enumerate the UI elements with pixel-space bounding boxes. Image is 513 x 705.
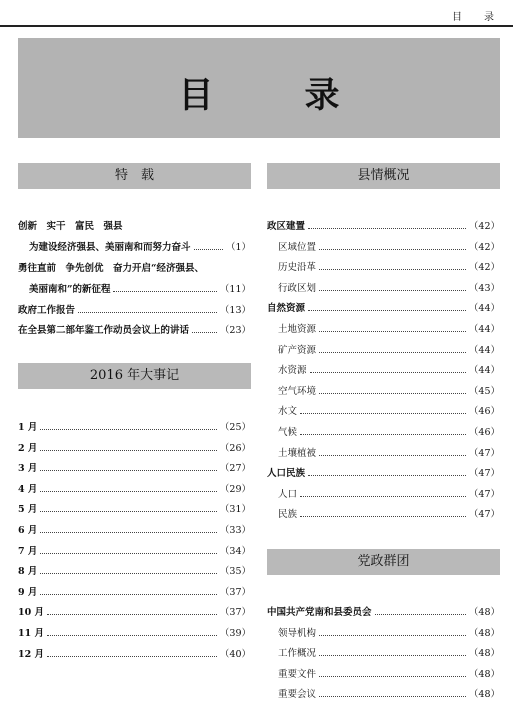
toc-entry-page: （23） [219, 325, 251, 336]
dot-leader [308, 227, 466, 229]
toc-entry[interactable] [278, 443, 500, 459]
toc-entry-page: （42） [468, 221, 500, 232]
toc-entry[interactable] [278, 319, 500, 335]
toc-entry-label: 人口 [278, 488, 298, 500]
toc-entry-page: （29） [219, 483, 251, 495]
toc-entry-page: （37） [219, 586, 251, 598]
toc-entry[interactable] [18, 561, 251, 577]
toc-entry-label: 3 月 [18, 463, 38, 475]
title-banner [18, 38, 500, 138]
toc-entry-page: （44） [468, 324, 500, 335]
toc-entry[interactable] [29, 279, 251, 295]
toc-entry-page: （47） [468, 488, 500, 500]
running-header: 目 录 [452, 12, 500, 23]
toc-entry-page: （48） [468, 627, 500, 639]
toc-entry-page: （33） [219, 525, 251, 536]
dot-leader [300, 433, 466, 435]
toc-entry-label: 工作概况 [278, 648, 317, 660]
toc-entry[interactable] [278, 422, 500, 438]
toc-entry-label: 12 月 [18, 648, 45, 660]
toc-entry-label: 政区建置 [267, 221, 306, 232]
toc-entry-label: 自然资源 [267, 303, 306, 315]
dot-leader [308, 474, 466, 476]
toc-entry[interactable] [278, 360, 500, 376]
toc-entry-label: 2 月 [18, 442, 38, 454]
dot-leader [319, 330, 466, 332]
toc-entry-label: 历史沿革 [278, 262, 317, 274]
toc-entry-page: （46） [468, 406, 500, 418]
dot-leader [319, 289, 466, 291]
toc-entry-label: 气候 [278, 427, 298, 438]
toc-entry[interactable] [18, 216, 251, 232]
toc-entry-label: 1 月 [18, 422, 38, 433]
toc-entry-page: （35） [219, 566, 251, 578]
dot-leader [40, 572, 216, 574]
dot-leader [375, 613, 466, 615]
toc-entry-label: 行政区划 [278, 282, 317, 294]
toc-entry-page: （44） [468, 303, 500, 315]
toc-entry[interactable] [18, 320, 251, 336]
dot-leader [308, 309, 466, 311]
dot-leader [300, 515, 466, 517]
toc-entry-label: 民族 [278, 509, 298, 521]
toc-entry-page: （37） [219, 607, 251, 619]
toc-entry-page: （11） [219, 284, 251, 295]
toc-entry-page: （40） [219, 648, 251, 660]
toc-entry[interactable] [278, 340, 500, 356]
dot-leader [319, 268, 466, 270]
toc-entry[interactable] [18, 541, 251, 557]
toc-entry[interactable] [278, 504, 500, 520]
toc-entry-page: （45） [468, 385, 500, 397]
toc-entry[interactable] [278, 484, 500, 500]
toc-entry-page: （26） [219, 442, 251, 454]
toc-entry[interactable] [18, 582, 251, 598]
toc-entry[interactable] [278, 643, 500, 659]
toc-entry[interactable] [278, 237, 500, 253]
dot-leader [40, 469, 216, 471]
toc-entry[interactable] [18, 417, 251, 433]
toc-entry-label: 6 月 [18, 525, 38, 536]
dot-leader [40, 449, 216, 451]
toc-entry-label: 政府工作报告 [18, 305, 76, 316]
toc-entry[interactable] [18, 438, 251, 454]
toc-entry-page: （47） [468, 468, 500, 480]
header-rule [0, 25, 513, 27]
toc-entry[interactable] [18, 602, 251, 618]
dot-leader [319, 675, 466, 677]
toc-entry[interactable] [278, 664, 500, 680]
toc-entry-label: 4 月 [18, 483, 38, 495]
dot-leader [40, 531, 216, 533]
toc-entry-page: （46） [468, 427, 500, 438]
toc-entry-page: （25） [219, 422, 251, 433]
toc-entry-label: 8 月 [18, 566, 38, 578]
toc-entry-label: 领导机构 [278, 627, 317, 639]
toc-entry-page: （48） [468, 668, 500, 680]
toc-entry[interactable] [29, 237, 251, 253]
dot-leader [40, 490, 216, 492]
dot-leader [319, 634, 466, 636]
toc-entry-page: （1） [225, 242, 251, 253]
toc-entry-page: （44） [468, 344, 500, 356]
toc-entry[interactable] [267, 602, 500, 618]
toc-entry-page: （47） [468, 447, 500, 459]
toc-entry-page: （42） [468, 241, 500, 253]
toc-entry-label: 土地资源 [278, 324, 317, 335]
section-header-special: 特 载 [18, 163, 251, 189]
toc-entry-page: （27） [219, 463, 251, 475]
toc-entry-page: （48） [468, 607, 500, 618]
toc-entry-page: （43） [468, 282, 500, 294]
toc-entry[interactable] [18, 623, 251, 639]
section-header-party: 党政群团 [267, 549, 500, 575]
toc-entry-label: 11 月 [18, 628, 45, 639]
toc-entry[interactable] [278, 401, 500, 417]
toc-entry-label: 9 月 [18, 586, 38, 598]
toc-entry-label: 创新 实干 富民 强县 [18, 221, 123, 232]
section-header-events: 2016 年大事记 [18, 363, 251, 389]
toc-entry-label: 10 月 [18, 607, 45, 619]
toc-entry-label: 为建设经济强县、美丽南和而努力奋斗 [29, 242, 191, 253]
toc-entry-label: 空气环境 [278, 385, 317, 397]
toc-entry[interactable] [278, 257, 500, 273]
toc-entry-page: （31） [219, 504, 251, 516]
toc-entry-page: （34） [219, 545, 251, 557]
dot-leader [319, 248, 466, 250]
toc-entry[interactable] [18, 300, 251, 316]
dot-leader [194, 248, 223, 250]
toc-entry-label: 中国共产党南和县委员会 [267, 607, 372, 618]
toc-entry-label: 矿产资源 [278, 344, 317, 356]
toc-entry[interactable] [278, 381, 500, 397]
toc-entry[interactable] [278, 278, 500, 294]
dot-leader [319, 654, 466, 656]
toc-entry-page: （48） [468, 648, 500, 660]
toc-entry-label: 区域位置 [278, 241, 317, 253]
toc-entry-label: 水资源 [278, 365, 307, 377]
dot-leader [300, 412, 466, 414]
toc-entry[interactable] [267, 216, 500, 232]
dot-leader [40, 593, 216, 595]
page-title: 目 录 [178, 75, 368, 116]
dot-leader [192, 331, 217, 333]
toc-entry-page: （44） [468, 365, 500, 377]
toc-entry-label: 在全县第二部年鉴工作动员会议上的讲话 [18, 325, 190, 336]
section-header-county: 县情概况 [267, 163, 500, 189]
dot-leader [113, 290, 216, 292]
toc-entry-label: 重要文件 [278, 668, 317, 680]
toc-entry[interactable] [267, 298, 500, 314]
toc-entry-label: 5 月 [18, 504, 38, 516]
toc-entry[interactable] [18, 499, 251, 515]
toc-entry-label: 7 月 [18, 545, 38, 557]
dot-leader [78, 311, 217, 313]
dot-leader [319, 695, 466, 697]
dot-leader [40, 510, 216, 512]
toc-entry-label: 重要会议 [278, 689, 317, 701]
toc-entry-label: 人口民族 [267, 468, 306, 480]
dot-leader [319, 351, 466, 353]
dot-leader [319, 454, 466, 456]
toc-entry-page: （48） [468, 689, 500, 701]
dot-leader [47, 613, 217, 615]
toc-entry-page: （47） [468, 509, 500, 521]
toc-entry-page: （42） [468, 262, 500, 274]
dot-leader [310, 371, 466, 373]
toc-entry-label: 勇往直前 争先创优 奋力开启“经济强县、 [18, 263, 204, 274]
dot-leader [319, 392, 466, 394]
toc-entry[interactable] [18, 258, 251, 274]
toc-entry[interactable] [18, 644, 251, 660]
toc-entry[interactable] [18, 458, 251, 474]
dot-leader [40, 428, 216, 430]
toc-entry[interactable] [18, 479, 251, 495]
toc-entry-page: （39） [219, 628, 251, 639]
toc-entry-label: 水文 [278, 406, 298, 418]
dot-leader [40, 552, 216, 554]
dot-leader [47, 634, 217, 636]
toc-entry-label: 土壤植被 [278, 447, 317, 459]
toc-entry[interactable] [278, 623, 500, 639]
toc-entry-label: 美丽南和”的新征程 [29, 284, 111, 295]
toc-entry[interactable] [278, 684, 500, 700]
dot-leader [300, 495, 466, 497]
toc-entry-page: （13） [219, 305, 251, 316]
toc-entry[interactable] [267, 463, 500, 479]
toc-entry[interactable] [18, 520, 251, 536]
dot-leader [47, 655, 217, 657]
